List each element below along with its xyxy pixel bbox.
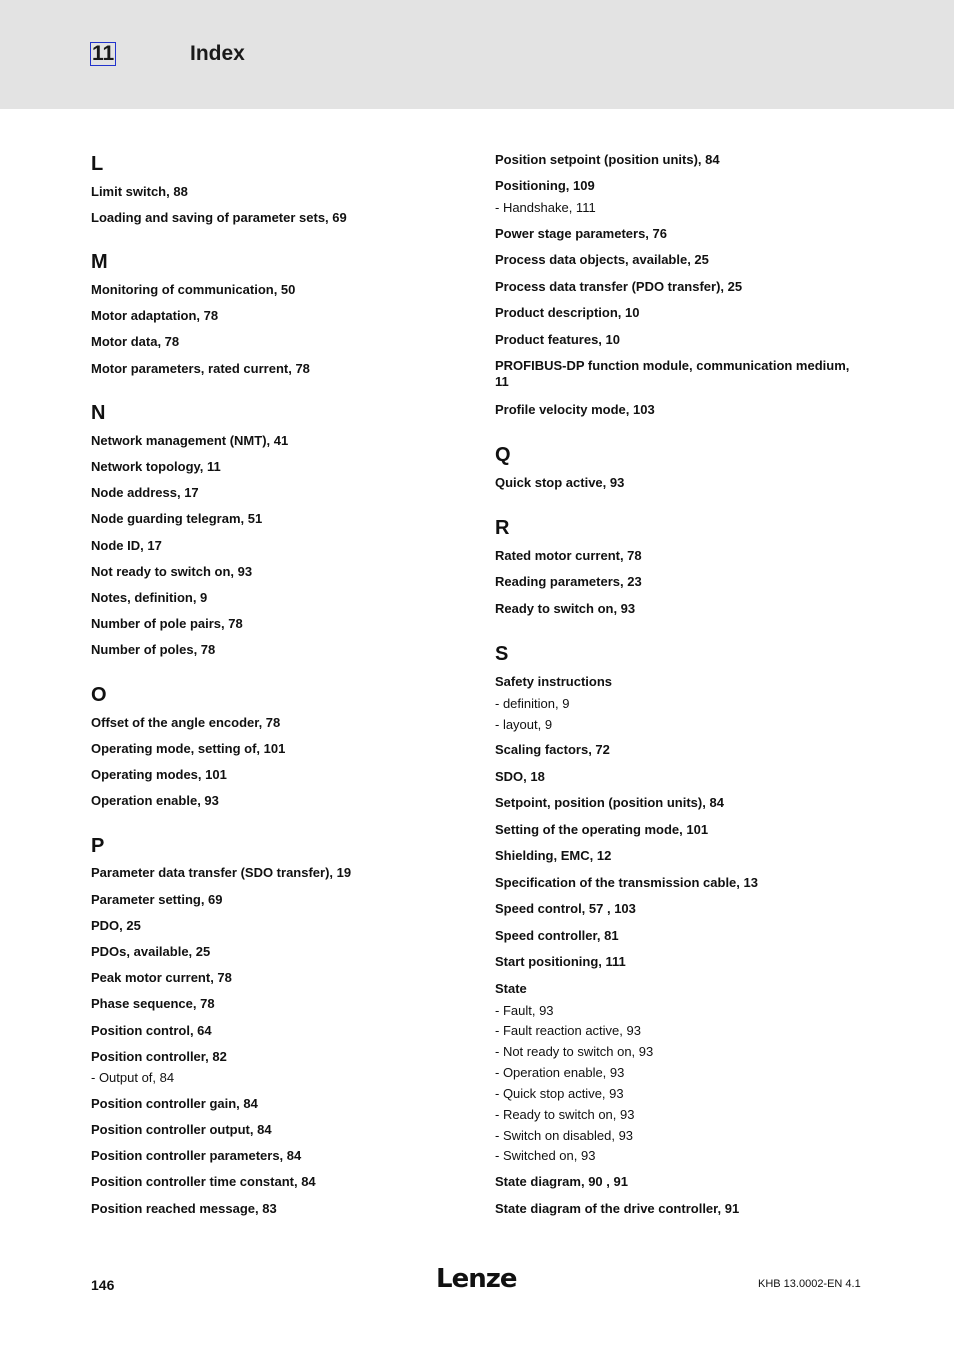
index-entry[interactable]: Speed control, 57 , 103: [495, 901, 636, 916]
index-subentry[interactable]: - Not ready to switch on, 93: [495, 1044, 654, 1059]
index-entry[interactable]: Setpoint, position (position units), 84: [495, 795, 724, 810]
index-subentry[interactable]: - Operation enable, 93: [495, 1065, 625, 1080]
index-entry[interactable]: Parameter setting, 69: [91, 892, 223, 907]
index-entry[interactable]: Process data objects, available, 25: [495, 252, 709, 267]
index-subentry[interactable]: - Fault reaction active, 93: [495, 1023, 641, 1038]
index-entry[interactable]: Peak motor current, 78: [91, 970, 232, 985]
index-entry[interactable]: Reading parameters, 23: [495, 574, 642, 589]
index-entry[interactable]: Parameter data transfer (SDO transfer), 19: [91, 865, 352, 880]
document-id: KHB 13.0002-EN 4.1: [758, 1278, 861, 1290]
index-entry[interactable]: Position controller, 82: [91, 1049, 227, 1064]
index-subentry[interactable]: - Switched on, 93: [495, 1148, 596, 1163]
index-entry[interactable]: Motor data, 78: [91, 334, 180, 349]
index-entry[interactable]: Position control, 64: [91, 1023, 212, 1038]
index-letter-r: R: [495, 517, 510, 539]
index-entry[interactable]: Rated motor current, 78: [495, 548, 642, 563]
index-entry[interactable]: Limit switch, 88: [91, 184, 188, 199]
index-entry[interactable]: Number of poles, 78: [91, 642, 216, 657]
index-entry[interactable]: Node guarding telegram, 51: [91, 511, 263, 526]
index-entry[interactable]: Node ID, 17: [91, 538, 162, 553]
index-entry[interactable]: Power stage parameters, 76: [495, 226, 667, 241]
index-letter-l: L: [91, 153, 104, 175]
index-entry[interactable]: Position controller parameters, 84: [91, 1148, 302, 1163]
index-entry[interactable]: Safety instructions: [495, 674, 613, 689]
index-entry[interactable]: Position setpoint (position units), 84: [495, 152, 720, 167]
index-letter-n: N: [91, 402, 106, 424]
index-entry[interactable]: Position controller gain, 84: [91, 1096, 258, 1111]
index-entry[interactable]: Network topology, 11: [91, 459, 221, 474]
index-entry[interactable]: Setting of the operating mode, 101: [495, 822, 709, 837]
index-entry[interactable]: Operating mode, setting of, 101: [91, 741, 286, 756]
index-subentry[interactable]: - Ready to switch on, 93: [495, 1107, 635, 1122]
index-entry[interactable]: Phase sequence, 78: [91, 996, 215, 1011]
index-entry[interactable]: State diagram, 90 , 91: [495, 1174, 628, 1189]
index-entry[interactable]: Monitoring of communication, 50: [91, 282, 296, 297]
index-entry[interactable]: PROFIBUS-DP function module, communication medium, 11: [495, 358, 850, 389]
index-entry[interactable]: Notes, definition, 9: [91, 590, 208, 605]
page-number: 146: [91, 1277, 115, 1293]
index-entry[interactable]: Specification of the transmission cable, 13: [495, 875, 758, 890]
index-entry[interactable]: Positioning, 109: [495, 178, 595, 193]
index-entry[interactable]: Position controller output, 84: [91, 1122, 272, 1137]
index-entry[interactable]: Node address, 17: [91, 485, 199, 500]
index-entry[interactable]: Product description, 10: [495, 305, 640, 320]
index-entry[interactable]: Position reached message, 83: [91, 1201, 277, 1216]
index-subentry[interactable]: - definition, 9: [495, 696, 570, 711]
index-entry[interactable]: Product features, 10: [495, 332, 620, 347]
index-letter-s: S: [495, 643, 509, 665]
index-subentry[interactable]: - Fault, 93: [495, 1003, 554, 1018]
index-entry[interactable]: State diagram of the drive controller, 91: [495, 1201, 740, 1216]
index-subentry[interactable]: - Switch on disabled, 93: [495, 1128, 634, 1143]
index-letter-q: Q: [495, 444, 511, 466]
index-entry[interactable]: Loading and saving of parameter sets, 69: [91, 210, 347, 225]
index-subentry[interactable]: - Handshake, 111: [495, 200, 596, 215]
index-entry[interactable]: Motor adaptation, 78: [91, 308, 219, 323]
index-letter-o: O: [91, 684, 107, 706]
index-entry[interactable]: PDOs, available, 25: [91, 944, 211, 959]
index-entry[interactable]: Ready to switch on, 93: [495, 601, 636, 616]
index-entry[interactable]: Position controller time constant, 84: [91, 1174, 316, 1189]
index-entry[interactable]: State: [495, 981, 527, 996]
index-subentry[interactable]: - Output of, 84: [91, 1070, 175, 1085]
chapter-title: Index: [190, 42, 245, 65]
index-entry[interactable]: PDO, 25: [91, 918, 141, 933]
index-entry[interactable]: Operating modes, 101: [91, 767, 227, 782]
index-entry[interactable]: Not ready to switch on, 93: [91, 564, 253, 579]
index-entry[interactable]: Scaling factors, 72: [495, 742, 610, 757]
index-entry[interactable]: Operation enable, 93: [91, 793, 219, 808]
index-subentry[interactable]: - layout, 9: [495, 717, 553, 732]
index-entry[interactable]: Start positioning, 111: [495, 954, 626, 969]
index-entry[interactable]: Offset of the angle encoder, 78: [91, 715, 281, 730]
index-entry[interactable]: Number of pole pairs, 78: [91, 616, 243, 631]
index-entry[interactable]: SDO, 18: [495, 769, 545, 784]
index-entry[interactable]: Shielding, EMC, 12: [495, 848, 612, 863]
chapter-number[interactable]: 11: [92, 42, 115, 65]
index-entry[interactable]: Motor parameters, rated current, 78: [91, 361, 310, 376]
index-entry[interactable]: Profile velocity mode, 103: [495, 402, 655, 417]
index-letter-p: P: [91, 835, 105, 857]
index-entry[interactable]: Network management (NMT), 41: [91, 433, 289, 448]
index-entry[interactable]: Process data transfer (PDO transfer), 25: [495, 279, 743, 294]
index-entry[interactable]: Speed controller, 81: [495, 928, 619, 943]
index-entry[interactable]: Quick stop active, 93: [495, 475, 625, 490]
page-header: [0, 0, 954, 109]
index-subentry[interactable]: - Quick stop active, 93: [495, 1086, 624, 1101]
index-letter-m: M: [91, 251, 108, 273]
brand-logo: Lenze: [436, 1264, 517, 1294]
